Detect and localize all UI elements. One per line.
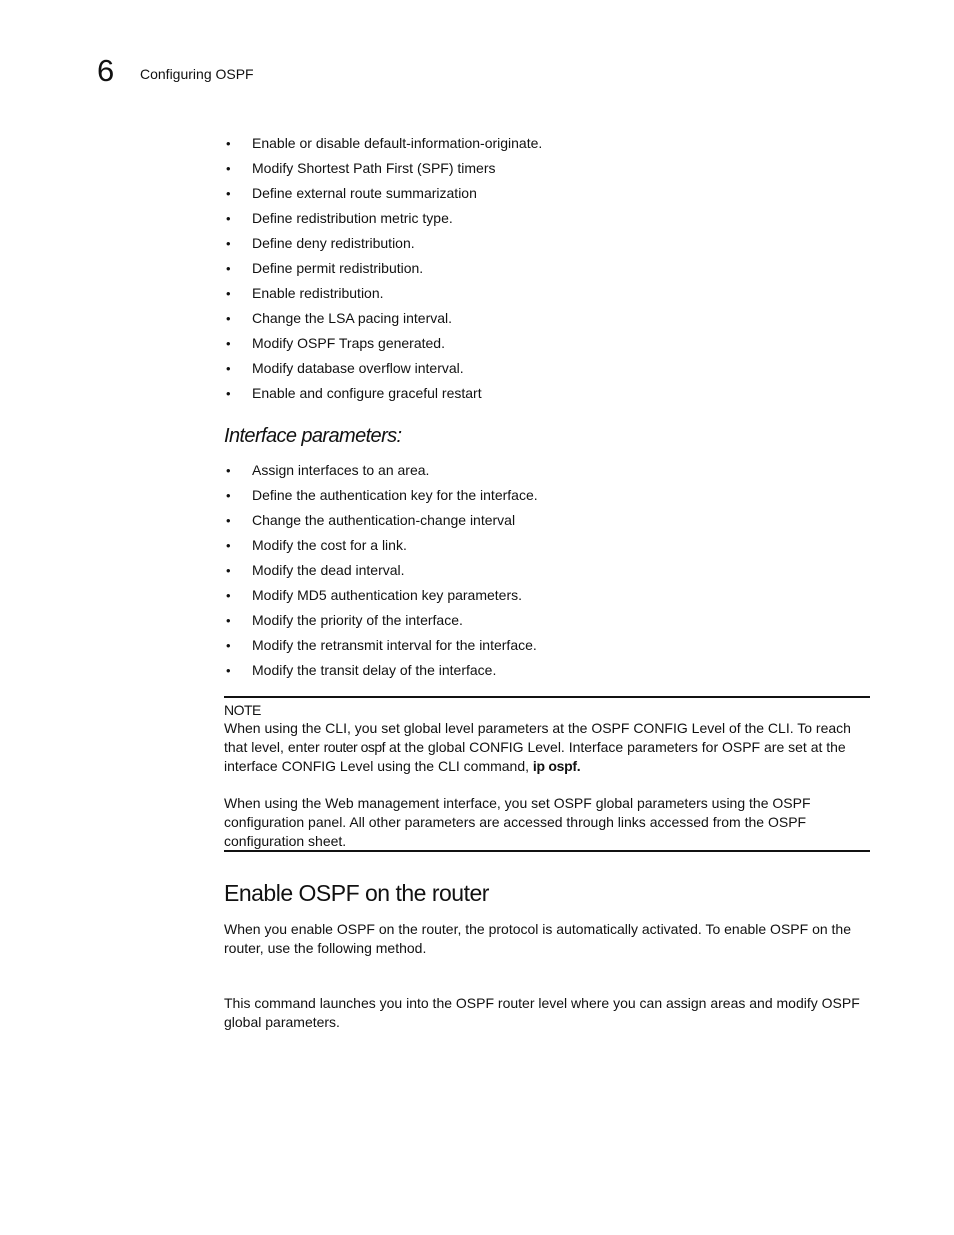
bullet-icon: •	[226, 663, 231, 678]
note-box	[224, 696, 870, 852]
note-label: NOTE	[224, 702, 261, 718]
list-item: • Modify database overflow interval.	[226, 360, 464, 376]
list-item: • Modify Shortest Path First (SPF) timers	[226, 160, 496, 176]
list-item: • Enable and configure graceful restart	[226, 385, 482, 401]
list-item: • Change the authentication-change interval	[226, 512, 516, 528]
list-item: • Modify MD5 authentication key parameters.	[226, 587, 523, 603]
bullet-icon: •	[226, 563, 231, 578]
note-paragraph-web: When using the Web management interface, you set OSPF global parameters using the OSPF configuration panel. All other parameters are accessed through links accessed from the OSPF configuration sheet.	[224, 795, 811, 849]
bullet-icon: •	[226, 488, 231, 503]
list-item: • Modify the cost for a link.	[226, 537, 407, 553]
bullet-icon: •	[226, 386, 231, 401]
body-paragraph: When you enable OSPF on the router, the protocol is automatically activated. To enable OSPF on the router, use the following method.	[224, 921, 851, 956]
bullet-icon: •	[226, 613, 231, 628]
list-item: • Modify OSPF Traps generated.	[226, 335, 445, 351]
list-item: • Define deny redistribution.	[226, 235, 415, 251]
list-item: • Define permit redistribution.	[226, 260, 424, 276]
list-item: • Define external route summarization	[226, 185, 477, 201]
list-item: • Modify the retransmit interval for the interface.	[226, 637, 537, 653]
list-item: • Change the LSA pacing interval.	[226, 310, 453, 326]
list-item: • Enable redistribution.	[226, 285, 384, 301]
bullet-icon: •	[226, 261, 231, 276]
note-paragraph-cli	[224, 719, 870, 776]
list-item: • Assign interfaces to an area.	[226, 462, 430, 478]
section-heading: Enable OSPF on the router	[224, 880, 489, 906]
bullet-icon: •	[226, 136, 231, 151]
global-parameters-list	[226, 135, 542, 410]
list-item: • Modify the priority of the interface.	[226, 612, 463, 628]
cli-command-router-ospf: router ospf	[323, 739, 386, 755]
note-text: at the global CONFIG Level. Interface parameters for OSPF are set at the interface CONFIG Level using the CLI command,	[224, 739, 846, 774]
bullet-icon: •	[226, 236, 231, 251]
bullet-icon: •	[226, 311, 231, 326]
interface-parameters-heading: Interface parameters:	[224, 425, 402, 447]
chapter-number: 6	[97, 53, 115, 88]
bullet-icon: •	[226, 286, 231, 301]
bullet-icon: •	[226, 538, 231, 553]
bullet-icon: •	[226, 161, 231, 176]
list-item: • Define redistribution metric type.	[226, 210, 453, 226]
cli-command-ip-ospf: ip ospf.	[532, 758, 581, 774]
chapter-title: Configuring OSPF	[140, 66, 254, 82]
list-item: • Modify the dead interval.	[226, 562, 405, 578]
interface-parameters-list	[226, 462, 538, 687]
body-paragraph: This command launches you into the OSPF router level where you can assign areas and modify OSPF global parameters.	[224, 995, 860, 1030]
list-item: • Define the authentication key for the interface.	[226, 487, 538, 503]
note-text: When using the CLI, you set global level parameters at the OSPF CONFIG Level of the CLI. To reach that level, enter	[224, 720, 851, 755]
list-item: • Enable or disable default-information-originate.	[226, 135, 543, 151]
bullet-icon: •	[226, 588, 231, 603]
bullet-icon: •	[226, 361, 231, 376]
bullet-icon: •	[226, 638, 231, 653]
bullet-icon: •	[226, 513, 231, 528]
list-item: • Modify the transit delay of the interface.	[226, 662, 497, 678]
bullet-icon: •	[226, 211, 231, 226]
bullet-icon: •	[226, 463, 231, 478]
bullet-icon: •	[226, 186, 231, 201]
bullet-icon: •	[226, 336, 231, 351]
